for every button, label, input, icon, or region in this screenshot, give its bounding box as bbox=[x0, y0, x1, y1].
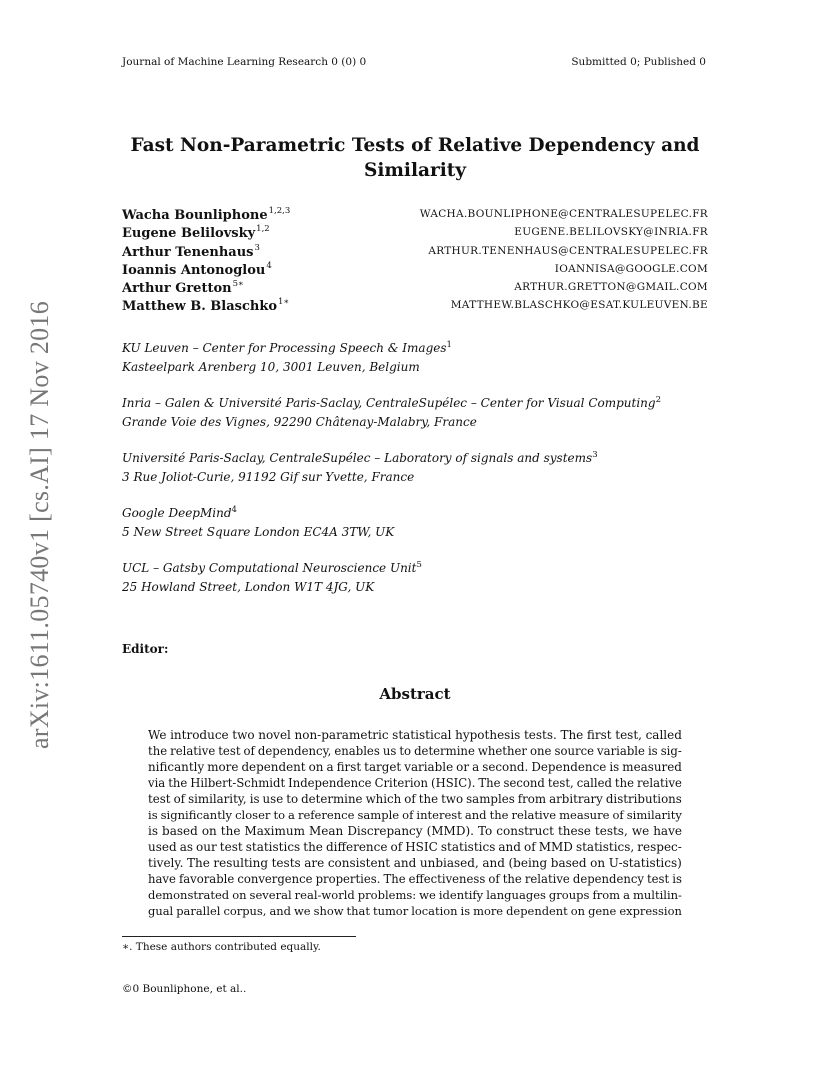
affiliation-name: Université Paris-Saclay, CentraleSupélec – Laboratory of signals and systems$^3$ bbox=[122, 450, 598, 465]
affiliation-address: 25 Howland Street, London W1T 4JG, UK bbox=[122, 580, 375, 594]
affiliation-address: Kasteelpark Arenberg 10, 3001 Leuven, Belgium bbox=[122, 360, 420, 374]
author-name: Arthur Tenenhaus$^3$ bbox=[122, 242, 260, 260]
footnote: ∗. These authors contributed equally. bbox=[122, 941, 321, 953]
author-name: Matthew B. Blaschko$^{1∗}$ bbox=[122, 297, 290, 315]
affiliation-block bbox=[122, 446, 708, 487]
author-email: WACHA.BOUNLIPHONE@CENTRALESUPELEC.FR bbox=[419, 208, 708, 220]
abstract-line: nificantly more dependent on a first target variable or a second. Dependence is measured bbox=[148, 760, 682, 774]
author-row bbox=[122, 224, 708, 242]
affiliation-block bbox=[122, 391, 708, 432]
submission-info: Submitted 0; Published 0 bbox=[571, 56, 706, 68]
affiliation-block bbox=[122, 336, 708, 377]
affiliation-marker: 5 bbox=[416, 560, 422, 570]
abstract-body bbox=[148, 727, 682, 919]
abstract-line: tively. The resulting tests are consistent and unbiased, and (being based on U-statistics) bbox=[148, 856, 682, 870]
author-email: IOANNISA@GOOGLE.COM bbox=[554, 262, 708, 275]
author-affil-marker: 4 bbox=[266, 260, 272, 271]
affiliation-name: Google DeepMind$^4$ bbox=[122, 505, 237, 520]
abstract-line: used as our test statistics the difference of HSIC statistics and of MMD statistics, respec- bbox=[148, 840, 682, 854]
affiliation-marker: 4 bbox=[231, 505, 237, 515]
author-affil-marker: 1,2 bbox=[256, 224, 270, 235]
affiliation-name: KU Leuven – Center for Processing Speech & Images$^1$ bbox=[122, 340, 452, 355]
author-affil-marker: 1,2,3 bbox=[268, 206, 291, 216]
affiliation-marker: 1 bbox=[446, 340, 452, 350]
abstract-line: is significantly closer to a reference sample of interest and the relative measure of similarity bbox=[148, 808, 682, 822]
affiliation-marker: 3 bbox=[592, 450, 598, 460]
author-email: ARTHUR.TENENHAUS@CENTRALESUPELEC.FR bbox=[428, 244, 708, 257]
abstract-line: We introduce two novel non-parametric statistical hypothesis tests. The first test, called bbox=[148, 728, 682, 742]
arxiv-stamp: arXiv:1611.05740v1 [cs.AI] 17 Nov 2016 bbox=[25, 300, 54, 750]
affiliation-address: Grande Voie des Vignes, 92290 Châtenay-Malabry, France bbox=[122, 415, 477, 429]
abstract-line: via the Hilbert-Schmidt Independence Criterion (HSIC). The second test, called the relative bbox=[148, 776, 682, 790]
abstract-line: is based on the Maximum Mean Discrepancy (MMD). To construct these tests, we have bbox=[148, 824, 682, 838]
affiliation-name: Inria – Galen & Université Paris-Saclay, CentraleSupélec – Center for Visual Computing$^2$ bbox=[122, 395, 662, 410]
title-line: Fast Non-Parametric Tests of Relative Dependency and bbox=[130, 135, 700, 156]
author-email: ARTHUR.GRETTON@GMAIL.COM bbox=[514, 281, 708, 294]
copyright-notice: ©0 Bounliphone, et al.. bbox=[122, 983, 247, 995]
affiliation-block bbox=[122, 556, 708, 597]
affiliation-name: UCL – Gatsby Computational Neuroscience Unit$^5$ bbox=[122, 560, 422, 575]
journal-header: Journal of Machine Learning Research 0 (0) 0 bbox=[122, 56, 367, 68]
paper-title bbox=[122, 133, 708, 183]
title-line: Similarity bbox=[363, 160, 467, 181]
author-row bbox=[122, 261, 708, 279]
abstract-heading: Abstract bbox=[379, 685, 451, 703]
author-email: MATTHEW.BLASCHKO@ESAT.KULEUVEN.BE bbox=[450, 299, 708, 312]
abstract-line: demonstrated on several real-world problems: we identify languages groups from a multilin- bbox=[148, 888, 682, 902]
editor-label: Editor: bbox=[122, 642, 169, 656]
author-affil-marker: 5∗ bbox=[232, 279, 244, 290]
abstract-line: test of similarity, is use to determine which of the two samples from arbitrary distributions bbox=[148, 792, 682, 806]
author-name: Wacha Bounliphone$^{1,2,3}$ bbox=[122, 206, 291, 223]
author-name: Ioannis Antonoglou$^4$ bbox=[122, 260, 272, 278]
abstract-line: have favorable convergence properties. The effectiveness of the relative dependency test is bbox=[148, 872, 682, 886]
author-row bbox=[122, 297, 708, 315]
author-row bbox=[122, 243, 708, 261]
author-list bbox=[122, 206, 708, 316]
affiliation-marker: 2 bbox=[655, 395, 662, 405]
affiliation-address: 3 Rue Joliot-Curie, 91192 Gif sur Yvette, France bbox=[122, 470, 415, 484]
abstract-line: the relative test of dependency, enables us to determine whether one source variable is sig- bbox=[148, 744, 682, 758]
affiliation-block bbox=[122, 501, 708, 542]
author-affil-marker: 3 bbox=[254, 242, 260, 253]
author-name: Arthur Gretton$^{5∗}$ bbox=[122, 279, 244, 297]
abstract-line: gual parallel corpus, and we show that tumor location is more dependent on gene expression bbox=[148, 904, 682, 918]
affiliation-address: 5 New Street Square London EC4A 3TW, UK bbox=[122, 525, 395, 539]
footnote-divider bbox=[122, 936, 356, 937]
author-name: Eugene Belilovsky$^{1,2}$ bbox=[122, 224, 270, 242]
author-affil-marker: 1∗ bbox=[278, 297, 290, 308]
author-email: EUGENE.BELILOVSKY@INRIA.FR bbox=[514, 226, 708, 239]
author-row bbox=[122, 206, 708, 224]
author-row bbox=[122, 279, 708, 297]
